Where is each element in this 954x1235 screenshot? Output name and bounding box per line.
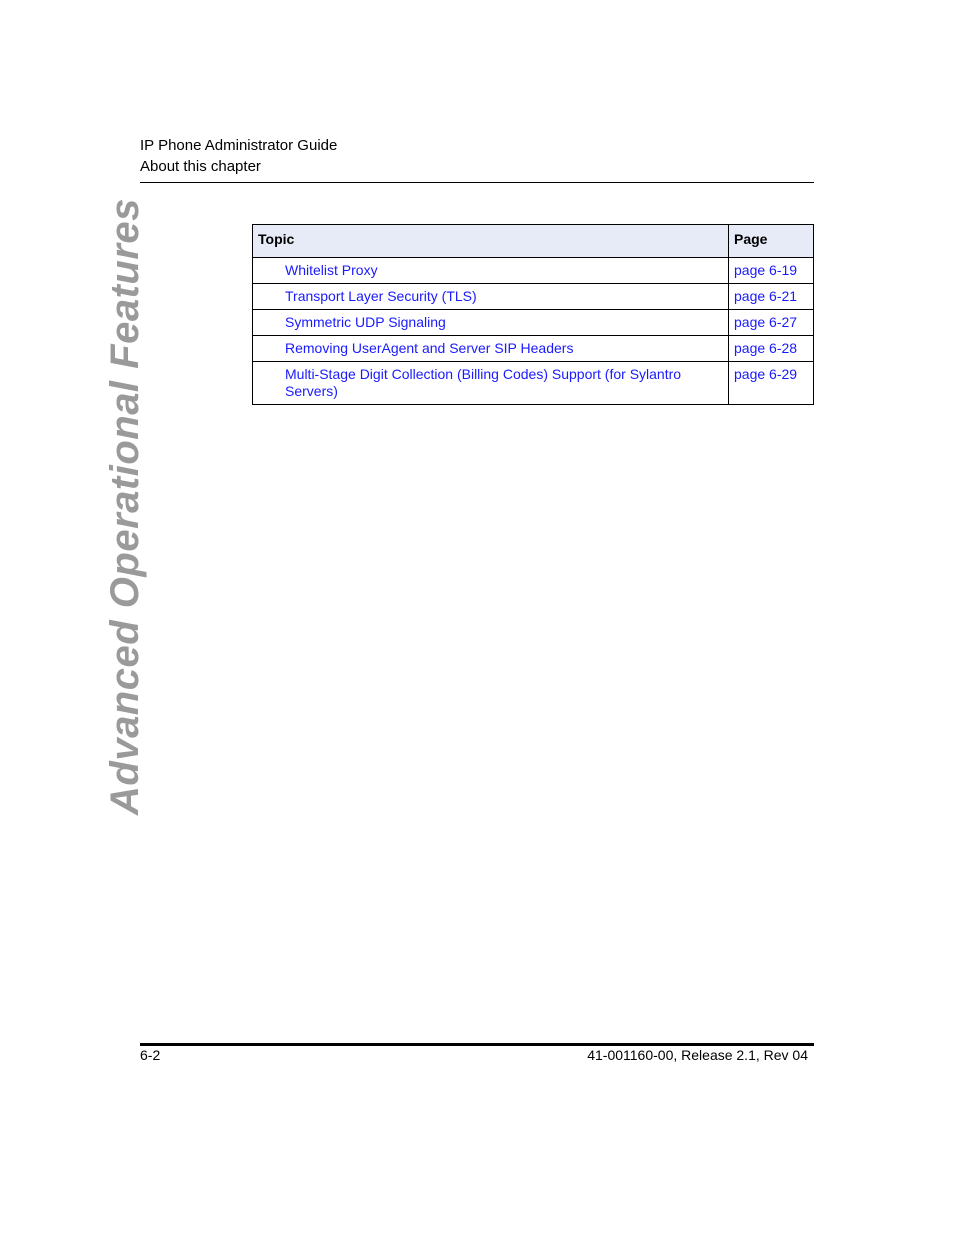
chapter-side-title: Advanced Operational Features	[103, 198, 147, 815]
topic-link[interactable]: Removing UserAgent and Server SIP Headers	[253, 336, 729, 362]
topic-table	[252, 224, 814, 405]
document-id: 41-001160-00, Release 2.1, Rev 04	[587, 1047, 808, 1063]
doc-title: IP Phone Administrator Guide	[140, 137, 338, 154]
column-header-page: Page	[729, 225, 814, 258]
header-divider	[140, 182, 814, 183]
table-row	[253, 284, 814, 310]
page-header	[140, 135, 814, 177]
table-header-row	[253, 225, 814, 258]
page-link[interactable]: page 6-27	[729, 310, 814, 336]
topic-link[interactable]: Whitelist Proxy	[253, 258, 729, 284]
table-row	[253, 310, 814, 336]
topic-link[interactable]: Transport Layer Security (TLS)	[253, 284, 729, 310]
topic-link[interactable]: Symmetric UDP Signaling	[253, 310, 729, 336]
page-number: 6-2	[140, 1047, 161, 1063]
page-link[interactable]: page 6-19	[729, 258, 814, 284]
table-row	[253, 258, 814, 284]
section-title: About this chapter	[140, 158, 261, 175]
table-row	[253, 362, 814, 405]
page-link[interactable]: page 6-28	[729, 336, 814, 362]
topic-link[interactable]: Multi-Stage Digit Collection (Billing Codes) Support (for Sylantro Servers)	[253, 362, 729, 405]
page-link[interactable]: page 6-21	[729, 284, 814, 310]
table-row	[253, 336, 814, 362]
column-header-topic: Topic	[253, 225, 729, 258]
page-link[interactable]: page 6-29	[729, 362, 814, 405]
